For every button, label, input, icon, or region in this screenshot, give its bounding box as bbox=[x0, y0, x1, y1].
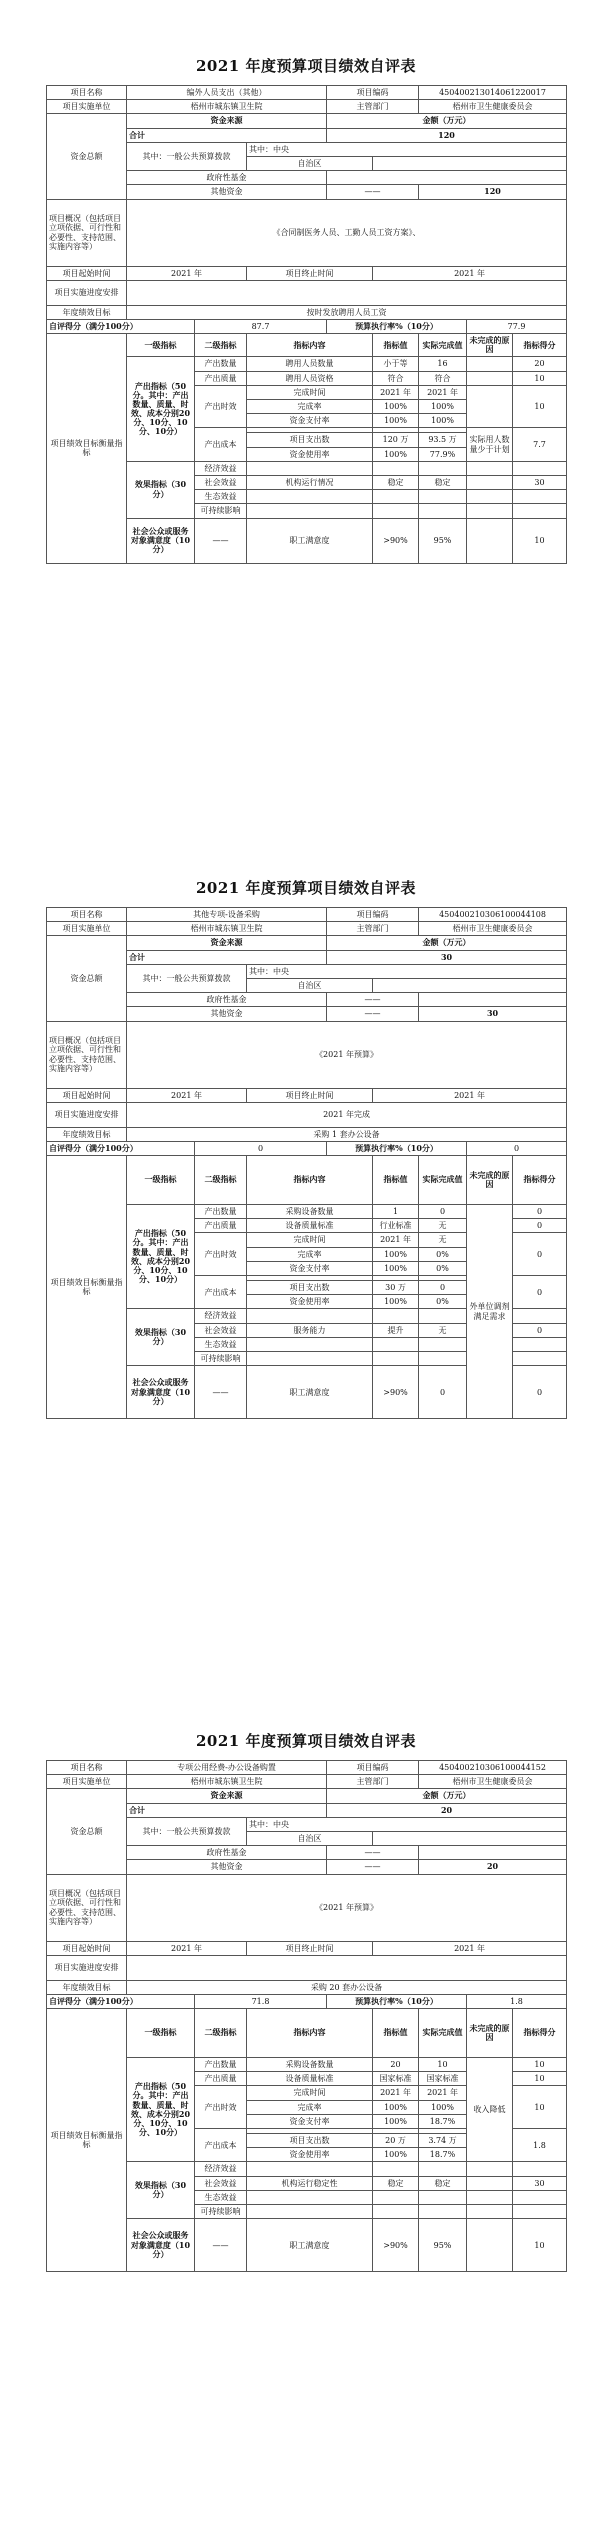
evaluation-sheet-2 bbox=[46, 877, 566, 1419]
row-unit: 项目实施单位 梧州市城东镇卫生院 主管部门 梧州市卫生健康委员会 bbox=[47, 100, 567, 114]
sheet-title: 2021 年度预算项目绩效自评表 bbox=[196, 57, 416, 75]
evaluation-table: 项目名称 其他专项-设备采购 项目编码 450400210306100044108 项目实施单位 梧州市城东镇卫生院 主管部门 梧州市卫生健康委员会 资金总额 资金来源 金额（万元） 合计 30 其中：一般公共预算拨款 其中：中央 自治区 政府性基金 —— 其他资金 —— 30 项目概况（包括项目立项依据、可行性和必要性、支持范围、实施内容等） 《2021 年预算》 项目起始时间 2021 年 项目终止时间 2021 年 项目实施进度安排 2021 年完成 年度绩效目标 采购 1 套办公设备 自评得分（满分100分） 0 预算执行率%（10分） 0 项目绩效目标衡量指标 一级指标 二级指标 指标内容 指标值 实际完成值 未完成的原因 指标得分 产出指标（50分。其中：产出数量、质量、时效、成本分别20分、10分、10分、10分） 产出数量 采购设备数量 1 0 外单位调剂满足需求 0 产出质量 设备质量标准 行业标准 无 0 产出时效 完成时间 2021 年 无 0 完成率 100% 0% 资金支付率 100% 0% 产出成本 0 项目支出数 30 万 0 资金使用率 100% 0% 效果指标（30分） 经济效益 社会效益 服务能力 提升 无 0 生态效益 可持续影响 社会公众或服务对象满意度（10分） —— 职工满意度 >90% 0 0 bbox=[46, 907, 567, 1419]
sheet-title: 2021 年度预算项目绩效自评表 bbox=[196, 1732, 416, 1750]
evaluation-table: 项目名称 编外人员支出（其他） 项目编码 450400213014061220017 项目实施单位 梧州市城东镇卫生院 主管部门 梧州市卫生健康委员会 资金总额 资金来源 金额（万元） 合计 120 其中：一般公共预算拨款 其中：中央 自治区 政府性基金 其他资金 —— 120 项目概况（包括项目立项依据、可行性和必要性、支持范围、实施内容等） 《合同制医务人员、工勤人员工资方案》、 项目起始时间 2021 年 项目终止时间 2021 年 项目实施进度安排 年度绩效目标 按时发放聘用人员工资 自评得分（满分100分） 87.7 预算执行率%（10分） 77.9 项目绩效目标衡量指标 一级指标 二级指标 指标内容 指标值 实际完成值 未完成的原因 指标得分 产出指标（50分。其中：产出数量、质量、时效、成本分别20分、10分、10分、10分） 产出数量 聘用人员数量 小于等 16 20 产出质量 聘用人员资格 符合 符合 10 产出时效 完成时间 2021 年 2021 年 10 完成率 100% 100% 资金支付率 100% 100% 产出成本 实际用人数量少于计划 7.7 项目支出数 120 万 93.5 万 资金使用率 100% 77.9% 效果指标（30分） 经济效益 社会效益 机构运行情况 稳定 稳定 30 生态效益 可持续影响 社会公众或服务对象满意度（10分） —— 职工满意度 >90% 95% 10 bbox=[46, 85, 567, 564]
sheet-title: 2021 年度预算项目绩效自评表 bbox=[196, 879, 416, 897]
evaluation-table: 项目名称 专项公用经费-办公设备购置 项目编码 450400210306100044152 项目实施单位 梧州市城东镇卫生院 主管部门 梧州市卫生健康委员会 资金总额 资金来源 金额（万元） 合计 20 其中：一般公共预算拨款 其中：中央 自治区 政府性基金 —— 其他资金 —— 20 项目概况（包括项目立项依据、可行性和必要性、支持范围、实施内容等） 《2021 年预算》 项目起始时间 2021 年 项目终止时间 2021 年 项目实施进度安排 年度绩效目标 采购 20 套办公设备 自评得分（满分100分） 71.8 预算执行率%（10分） 1.8 项目绩效目标衡量指标 一级指标 二级指标 指标内容 指标值 实际完成值 未完成的原因 指标得分 产出指标（50分。其中：产出数量、质量、时效、成本分别20分、10分、10分、10分） 产出数量 采购设备数量 20 10 收入降低 10 产出质量 设备质量标准 国家标准 国家标准 10 产出时效 完成时间 2021 年 2021 年 10 完成率 100% 100% 资金支付率 100% 18.7% 产出成本 1.8 项目支出数 20 万 3.74 万 资金使用率 100% 18.7% 效果指标（30分） 经济效益 社会效益 机构运行稳定性 稳定 稳定 30 生态效益 可持续影响 社会公众或服务对象满意度（10分） —— 职工满意度 >90% 95% 10 bbox=[46, 1760, 567, 2272]
evaluation-sheet-1 bbox=[46, 55, 566, 564]
evaluation-sheet-3 bbox=[46, 1730, 566, 2272]
row-project-name: 项目名称 编外人员支出（其他） 项目编码 450400213014061220017 bbox=[47, 86, 567, 100]
